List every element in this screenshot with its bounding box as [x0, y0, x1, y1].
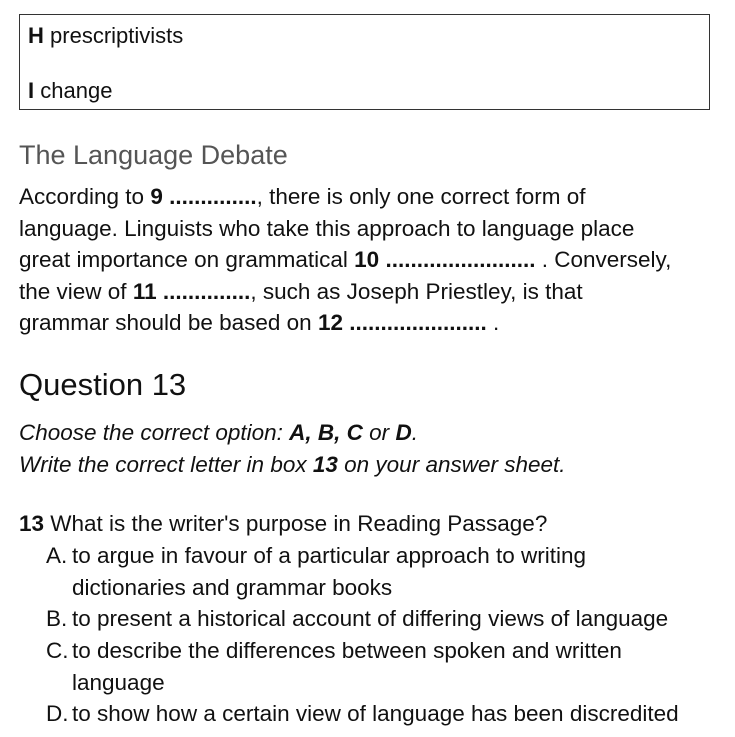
summary-paragraph — [19, 181, 719, 339]
instruction-line: Write the correct letter in box 13 on your answer sheet. — [19, 451, 566, 477]
answer-text: to show how a certain view of language has been discredited — [72, 701, 679, 726]
option-text: prescriptivists — [50, 23, 184, 48]
summary-line: great importance on grammatical 10 ........................ . Conversely, — [19, 247, 672, 272]
answer-letter: C. — [46, 638, 69, 663]
answer-text: to describe the differences between spoken and written — [72, 638, 622, 663]
summary-line: grammar should be based on 12 ...................... . — [19, 310, 500, 335]
summary-line: language. Linguists who take this approach to language place — [19, 215, 635, 241]
answer-letter: B. — [46, 606, 68, 631]
option-letter: I — [28, 78, 35, 103]
options-box — [19, 14, 710, 110]
option-letter: H — [28, 23, 44, 48]
question-heading: Question 13 — [19, 367, 187, 402]
answer-text: to argue in favour of a particular approach to writing — [72, 543, 587, 568]
answer-option-d — [46, 698, 679, 730]
answer-letter: D. — [46, 701, 69, 726]
question-stem — [19, 508, 547, 540]
answer-text-continued: dictionaries and grammar books — [72, 574, 393, 600]
question-text: What is the writer's purpose in Reading Passage? — [44, 511, 548, 536]
answer-gap: .............. — [162, 184, 257, 209]
answer-text-continued: language — [72, 669, 165, 695]
answer-text: to present a historical account of differing views of language — [72, 606, 669, 631]
option-text: change — [40, 78, 113, 103]
gap-number: 10 — [354, 247, 380, 272]
summary-line: the view of 11 .............., such as Joseph Priestley, is that — [19, 278, 583, 304]
answer-gap: ........................ — [379, 247, 536, 272]
answer-gap: ...................... — [342, 310, 487, 335]
question-number: 13 — [19, 511, 45, 536]
summary-title: The Language Debate — [19, 140, 288, 170]
answer-letter: A. — [46, 543, 68, 568]
answer-option-a — [46, 540, 586, 603]
gap-number: 12 — [317, 310, 343, 335]
answer-option-b — [46, 603, 668, 635]
summary-line: According to 9 .............., there is only one correct form of — [19, 184, 586, 209]
answer-option-c — [46, 635, 622, 698]
gap-number: 9 — [150, 184, 163, 209]
answer-gap: .............. — [156, 278, 251, 304]
option-i — [28, 78, 112, 104]
instructions — [19, 417, 566, 480]
gap-number: 11 — [132, 278, 157, 304]
option-h — [28, 23, 183, 49]
instruction-line: Choose the correct option: A, B, C or D. — [19, 420, 418, 445]
